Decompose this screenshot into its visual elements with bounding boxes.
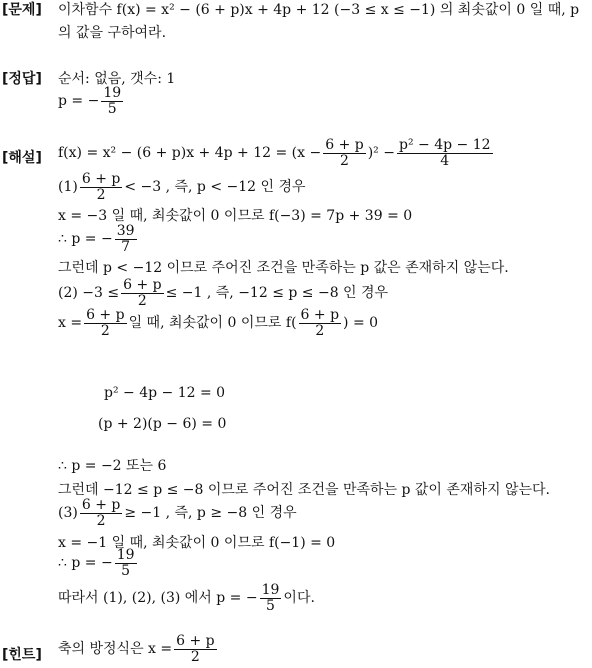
- main-eq-left: f(x) = x² − (6 + p)x + 4p + 12 = (x −: [58, 145, 322, 162]
- case-1-num: 6 + p: [81, 171, 121, 187]
- case-2-conclusion: 그런데 −12 ≤ p ≤ −8 이므로 주어진 조건을 만족하는 p 값이 존재하지 않는다.: [58, 482, 550, 498]
- case-2-result: ∴ p = −2 또는 6: [58, 458, 167, 474]
- case-2-l2-den-1: 2: [100, 322, 110, 339]
- final-suffix: 이다.: [283, 590, 315, 607]
- main-eq-fraction-1: [323, 138, 366, 168]
- solution-tag: [해설]: [2, 150, 42, 166]
- final-num: 19: [261, 582, 280, 598]
- case-3-label: (3): [58, 505, 78, 522]
- case-2-l2-suffix: ) = 0: [343, 315, 379, 332]
- answer-tag: [정답]: [2, 71, 42, 87]
- case-2-line-2: [58, 308, 378, 338]
- main-eq-num-2: p² − 4p − 12: [398, 137, 491, 153]
- case-3-result-den: 5: [121, 562, 131, 579]
- hint-prefix: 축의 방정식은 x =: [58, 641, 173, 658]
- main-eq-fraction-2: [397, 138, 493, 168]
- final-fraction: [260, 583, 282, 613]
- case-1-fraction: [80, 172, 123, 202]
- case-2-l2-num-1: 6 + p: [86, 307, 125, 323]
- case-2-num: 6 + p: [123, 277, 162, 293]
- case-3-result: [58, 548, 139, 578]
- final-prefix: 따라서 (1), (2), (3) 에서 p = −: [58, 590, 258, 607]
- case-2-l2-fraction-2: [299, 308, 342, 338]
- case-1-result-prefix: ∴ p = −: [58, 231, 113, 248]
- case-2-text: ≤ −1 , 즉, −12 ≤ p ≤ −8 인 경우: [165, 285, 389, 302]
- case-1-label: (1): [58, 179, 78, 196]
- case-3-line-2: x = −1 일 때, 최솟값이 0 이므로 f(−1) = 0: [58, 535, 336, 551]
- case-3-result-fraction: [115, 548, 137, 578]
- case-2-l2-prefix: x =: [58, 315, 83, 332]
- hint-fraction: [174, 634, 217, 664]
- hint-num: 6 + p: [176, 633, 215, 649]
- case-2-fraction: [121, 278, 164, 308]
- hint-line: [58, 634, 219, 664]
- case-2-l2-mid: 일 때, 최솟값이 0 이므로 f(: [128, 315, 297, 332]
- hint-den: 2: [190, 648, 200, 665]
- case-1-text: < −3 , 즉, p < −12 인 경우: [124, 179, 306, 196]
- answer-denominator: 5: [107, 100, 117, 117]
- answer-fraction: [101, 86, 123, 116]
- problem-line-1: 이차함수 f(x) = x² − (6 + p)x + 4p + 12 (−3 ≤ x ≤ −1) 의 최솟값이 0 일 때, p: [58, 2, 580, 18]
- case-1-result-den: 7: [121, 238, 131, 255]
- solution-main-equation: [58, 138, 495, 168]
- main-eq-den-1: 2: [340, 152, 349, 169]
- answer-order-count: 순서: 없음, 갯수: 1: [58, 71, 176, 87]
- case-2-label: (2) −3 ≤: [58, 285, 120, 302]
- answer-p-prefix: p = −: [58, 93, 100, 110]
- case-3-num: 6 + p: [81, 497, 121, 513]
- case-1-result-num: 39: [116, 223, 135, 239]
- case-2-equation-2: (p + 2)(p − 6) = 0: [98, 416, 227, 432]
- case-3-den: 2: [96, 512, 106, 529]
- case-2-equation-1: p² − 4p − 12 = 0: [104, 385, 226, 401]
- final-den: 5: [266, 597, 275, 614]
- answer-value: [58, 86, 125, 116]
- case-1-condition: [58, 172, 306, 202]
- case-2-l2-num-2: 6 + p: [300, 307, 340, 323]
- case-2-condition: [58, 278, 388, 308]
- case-2-l2-den-2: 2: [315, 322, 325, 339]
- case-1-result: [58, 224, 139, 254]
- case-2-den: 2: [137, 292, 147, 309]
- problem-tag: [문제]: [2, 2, 42, 18]
- case-3-fraction: [80, 498, 123, 528]
- final-conclusion: [58, 583, 315, 613]
- case-3-result-prefix: ∴ p = −: [58, 555, 113, 572]
- case-1-result-fraction: [115, 224, 137, 254]
- main-eq-mid: )² −: [367, 145, 395, 162]
- case-1-line-2: x = −3 일 때, 최솟값이 0 이므로 f(−3) = 7p + 39 = 0: [58, 208, 413, 224]
- case-3-result-num: 19: [116, 547, 135, 563]
- problem-line-2: 의 값을 구하여라.: [58, 25, 167, 41]
- case-2-l2-fraction-1: [84, 308, 127, 338]
- main-eq-den-2: 4: [440, 152, 450, 169]
- main-eq-num-1: 6 + p: [325, 137, 364, 153]
- hint-tag: [힌트]: [2, 647, 42, 663]
- case-1-den: 2: [96, 186, 106, 203]
- case-1-conclusion: 그런데 p < −12 이므로 주어진 조건을 만족하는 p 값은 존재하지 않는다.: [58, 260, 509, 276]
- answer-numerator: 19: [103, 85, 122, 101]
- case-3-condition: [58, 498, 297, 528]
- case-3-text: ≥ −1 , 즉, p ≥ −8 인 경우: [124, 505, 297, 522]
